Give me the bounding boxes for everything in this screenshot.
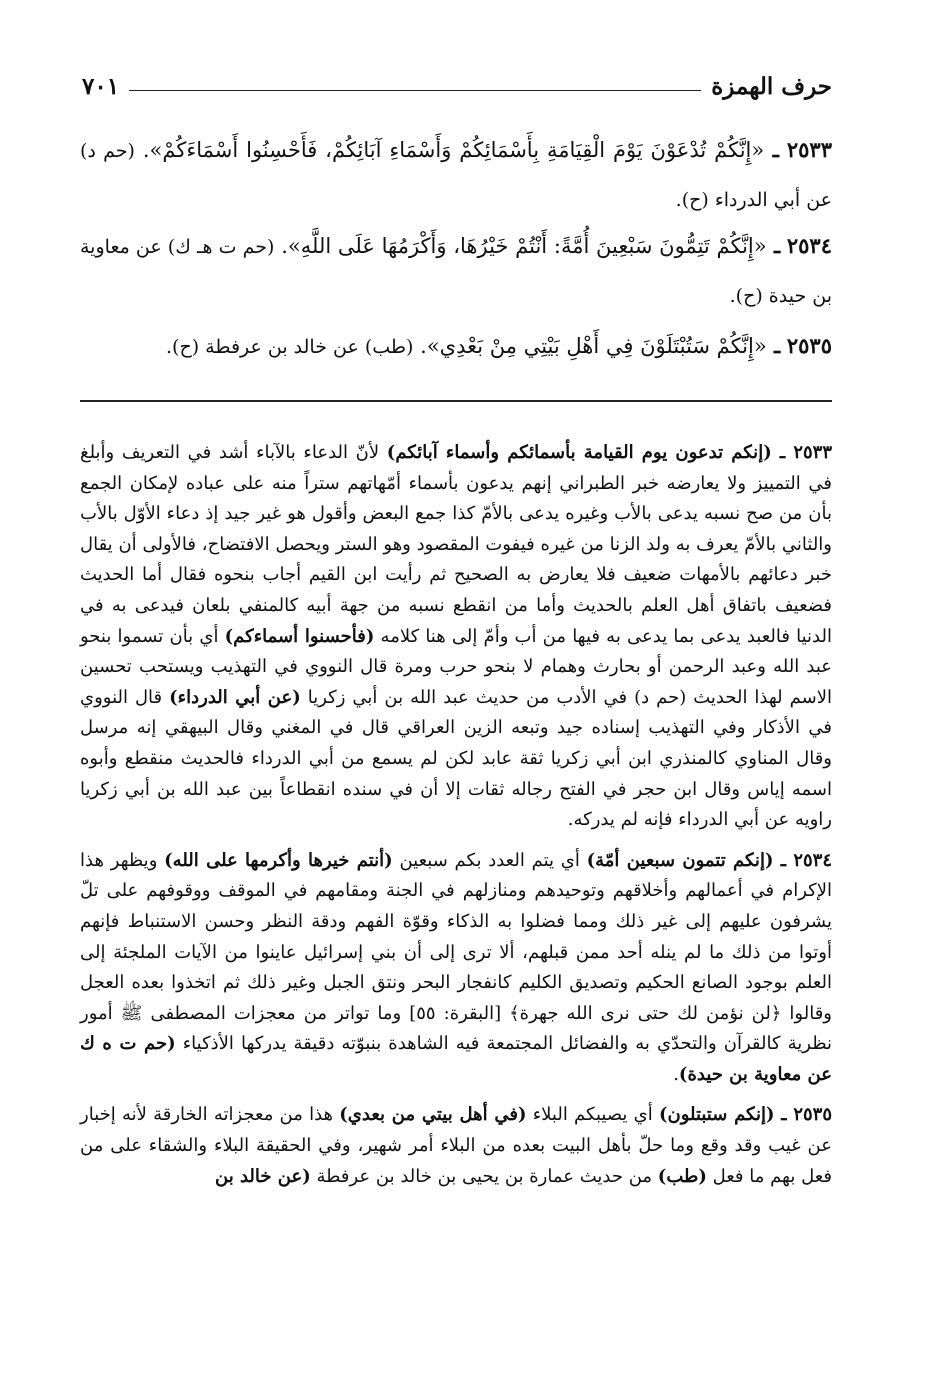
commentary-lead: (إنكم ستبتلون) [658, 1104, 775, 1126]
hadith-source: (طب) عن خالد بن عرفطة (ح). [166, 336, 414, 358]
commentary-bold: (أنتم خيرها وأكرمها على الله) [164, 849, 393, 871]
page-header [82, 66, 832, 106]
commentary-text: . [673, 1063, 679, 1085]
commentary-text: أي بأن تسموا بنحو عبد الله وعبد الرحمن أو بحارث وهمام لا بنحو حرب ومرة قال النووي في التهذيب ويستحب تحسين الاسم لهذا الحديث (حم د) في الأدب من حديث عبد الله بن أبي زكريا [80, 625, 832, 708]
commentary-text: ويظهر هذا الإكرام في أعمالهم وأخلاقهم وتوحيدهم ومنازلهم في الجنة ومقامهم في الموقف ووقوفهم على تلّ يشرفون عليهم إلى غير ذلك ومما فضلوا به الذكاء وقوّة الفهم ودقة النظر وحسن الاستنباط فإنهم أوتوا من ذلك ما لم ينله أحد ممن قبلهم، ألا ترى إلى أن بني إسرائيل عاينوا من الآيات الملجئة إلى العلم بوجود الصانع الحكيم وتصديق الكليم كانفجار البحر ونتق الجبل وغير ذلك ثم اتخذوا بعده العجل وقالوا ﴿لن نؤمن لك حتى نرى الله جهرة﴾ [البقرة: ٥٥] وما تواتر من معجزات المصطفى ﷺ أمور نظرية كالقرآن والتحدّي به والفضائل المجتمعة فيه الشاهدة بنبوّته دقيقة يدركها الأذكياء [80, 849, 832, 1055]
commentary-bold: (في أهل بيتي من بعدي) [339, 1104, 527, 1126]
commentary-text: أي يتم العدد بكم سبعين [399, 849, 580, 871]
hadith-number: ٢٥٣٣ [786, 137, 832, 162]
commentary-text: قال النووي في الأذكار وفي التهذيب إسناده جيد وتبعه الزين العراقي قال في المغني وقال البيهقي إنه مرسل وقال المناوي كالمنذري ابن أبي زكريا ثقة عابد لكن لم يسمع من أبي الدرداء فالحديث منقطع وأبوه اسمه إياس وقال ابن حجر في الفتح رجاله ثقات إلا أن في سنده انقطاعاً بين عبد الله بن أبي زكريا راويه عن أبي الدرداء فإنه لم يدركه. [80, 686, 832, 831]
commentary [80, 438, 832, 1202]
commentary-number: ٢٥٣٣ [793, 442, 833, 463]
commentary-number: ٢٥٣٥ [793, 1104, 832, 1126]
footnote-separator [80, 400, 832, 402]
header-rule [129, 90, 701, 91]
commentary-bold: (فأحسنوا أسماءكم) [224, 625, 375, 647]
commentary-text: أي يصيبكم البلاء [532, 1104, 653, 1126]
commentary-number: ٢٥٣٤ [793, 849, 833, 871]
hadith-source: (حم د) عن أبي الدرداء (ح). [80, 140, 832, 211]
commentary-bold: (عن خالد بن [215, 1165, 311, 1187]
commentary-2535: ٢٥٣٥ ـ (إنكم ستبتلون) أي يصيبكم البلاء (في أهل بيتي من بعدي) هذا من معجزاته الخارقة لأنه إخبار عن غيب وقد وقع وما حلّ بأهل البيت بعده من البلاء أمر شهير، وفي الحقيقة البلاء والشقاء على من فعل بهم ما فعل (طب) من حديث عمارة بن يحيى بن خالد بن عرفطة (عن خالد بن [80, 1104, 832, 1187]
hadith-source: (حم ت هـ ك) عن معاوية بن حيدة (ح). [80, 236, 832, 307]
commentary-bold: (طب) [657, 1165, 707, 1187]
commentary-text: هذا من معجزاته الخارقة لأنه إخبار عن غيب وقد وقع وما حلّ بأهل البيت بعده من البلاء أمر شهير، وفي الحقيقة البلاء والشقاء على من فعل بهم ما فعل [80, 1104, 832, 1187]
hadith-text: «إِنَّكُمْ تُدْعَوْنَ يَوْمَ الْقِيَامَةِ بِأَسْمَائِكُمْ وَأَسْمَاءِ آبَائِكُمْ، فَأَحْسِنُوا أَسْمَاءَكُمْ». [142, 138, 765, 162]
hadith-number: ٢٥٣٤ [786, 233, 832, 258]
commentary-bold: (حم ت ه ك عن معاوية بن حيدة) [80, 1033, 832, 1085]
hadith-number: ٢٥٣٥ [786, 333, 832, 358]
commentary-bold: (عن أبي الدرداء) [169, 686, 301, 708]
commentary-lead: (إنكم تدعون يوم القيامة بأسمائكم وأسماء آبائكم) [386, 442, 772, 463]
commentary-text: لأنّ الدعاء بالآباء أشد في التعريف وأبلغ في التمييز ولا يعارضه خبر الطبراني إنهم يدعون بأسماء أمّهاتهم ستراً منه على عباده لإمكان الجمع بأن من صح نسبه يدعى بالأب وغيره يدعى بالأمّ كذا جمع البعض وأقول هو غير جيد إذ دعاء الأوّل بالأب والثاني بالأمّ يعرف به ولد الزنا من غيره فيفوت المقصود وهو الستر ويحصل الافتضاح، فالأولى أن يقال خبر دعائهم بالأمهات ضعيف فلا يعارض به الصحيح ثم رأيت ابن القيم أجاب بنحوه فقال أما الحديث فضعيف باتفاق أهل العلم بالحديث وأما من انقطع نسبه من جهة أبيه كالمنفي بلعان فيدعى به في الدنيا فالعبد يدعى بما يدعى به فيها من أب وأمّ إلى هنا كلامه [80, 442, 832, 647]
commentary-2534: ٢٥٣٤ ـ (إنكم تتمون سبعين أمّة) أي يتم العدد بكم سبعين (أنتم خيرها وأكرمها على الله) ويظهر هذا الإكرام في أعمالهم وأخلاقهم وتوحيدهم ومنازلهم في الجنة ومقامهم في الموقف ووقوفهم على تلّ يشرفون عليهم إلى غير ذلك ومما فضلوا به الذكاء وقوّة الفهم ودقة النظر وحسن الاستنباط فإنهم أوتوا من ذلك ما لم ينله أحد ممن قبلهم، ألا ترى إلى أن بني إسرائيل عاينوا من الآيات الملجئة إلى العلم بوجود الصانع الحكيم وتصديق الكليم كانفجار البحر ونتق الجبل وغير ذلك ثم اتخذوا بعده العجل وقالوا ﴿لن نؤمن لك حتى نرى الله جهرة﴾ [البقرة: ٥٥] وما تواتر من معجزات المصطفى ﷺ أمور نظرية كالقرآن والتحدّي به والفضائل المجتمعة فيه الشاهدة بنبوّته دقيقة يدركها الأذكياء (حم ت ه ك عن معاوية بن حيدة). [80, 849, 833, 1085]
page-number: ٧٠١ [82, 72, 120, 100]
hadith-text: «إِنَّكُمْ تَتِمُّونَ سَبْعِينَ أُمَّةً: أَنْتُمْ خَيْرُهَا، وَأَكْرَمُهَا عَلَى اللَّهِ». [281, 234, 767, 258]
hadith-2533: ٢٥٣٣ ـ «إِنَّكُمْ تُدْعَوْنَ يَوْمَ الْقِيَامَةِ بِأَسْمَائِكُمْ وَأَسْمَاءِ آبَائِكُمْ، فَأَحْسِنُوا أَسْمَاءَكُمْ». (حم د) عن أبي الدرداء (ح). [80, 137, 832, 211]
commentary-lead: (إنكم تتمون سبعين أمّة) [586, 849, 774, 871]
hadith-text: «إِنَّكُمْ سَتُبْتَلَوْنَ فِي أَهْلِ بَيْتِي مِنْ بَعْدِي». [420, 334, 767, 358]
commentary-text: من حديث عمارة بن يحيى بن خالد بن عرفطة [316, 1165, 653, 1187]
commentary-2533: ٢٥٣٣ ـ (إنكم تدعون يوم القيامة بأسمائكم وأسماء آبائكم) لأنّ الدعاء بالآباء أشد في التعريف وأبلغ في التمييز ولا يعارضه خبر الطبراني إنهم يدعون بأسماء أمّهاتهم ستراً منه على عباده لإمكان الجمع بأن من صح نسبه يدعى بالأب وغيره يدعى بالأمّ كذا جمع البعض وأقول هو غير جيد إذ دعاء الأوّل بالأب والثاني بالأمّ يعرف به ولد الزنا من غيره فيفوت المقصود وهو الستر ويحصل الافتضاح، فالأولى أن يقال خبر دعائهم بالأمهات ضعيف فلا يعارض به الصحيح ثم رأيت ابن القيم أجاب بنحوه فقال أما الحديث فضعيف باتفاق أهل العلم بالحديث وأما من انقطع نسبه من جهة أبيه كالمنفي بلعان فيدعى به في الدنيا فالعبد يدعى بما يدعى به فيها من أب وأمّ إلى هنا كلامه (فأحسنوا أسماءكم) أي بأن تسموا بنحو عبد الله وعبد الرحمن أو بحارث وهمام لا بنحو حرب ومرة قال النووي في التهذيب ويستحب تحسين الاسم لهذا الحديث (حم د) في الأدب من حديث عبد الله بن أبي زكريا (عن أبي الدرداء) قال النووي في الأذكار وفي التهذيب إسناده جيد وتبعه الزين العراقي قال في المغني وقال البيهقي إنه مرسل وقال المناوي كالمنذري ابن أبي زكريا ثقة عابد لكن لم يسمع من أبي الدرداء فالحديث منقطع وأبوه اسمه إياس وقال ابن حجر في الفتح رجاله ثقات إلا أن في سنده انقطاعاً بين عبد الله بن أبي زكريا راويه عن أبي الدرداء فإنه لم يدركه. [80, 442, 833, 831]
hadith-2535: ٢٥٣٥ ـ «إِنَّكُمْ سَتُبْتَلَوْنَ فِي أَهْلِ بَيْتِي مِنْ بَعْدِي». (طب) عن خالد بن عرفطة (ح). [166, 333, 832, 358]
chapter-title: حرف الهمزة [711, 72, 832, 100]
hadith-2534: ٢٥٣٤ ـ «إِنَّكُمْ تَتِمُّونَ سَبْعِينَ أُمَّةً: أَنْتُمْ خَيْرُهَا، وَأَكْرَمُهَا عَلَى اللَّهِ». (حم ت هـ ك) عن معاوية بن حيدة (ح). [80, 233, 832, 307]
